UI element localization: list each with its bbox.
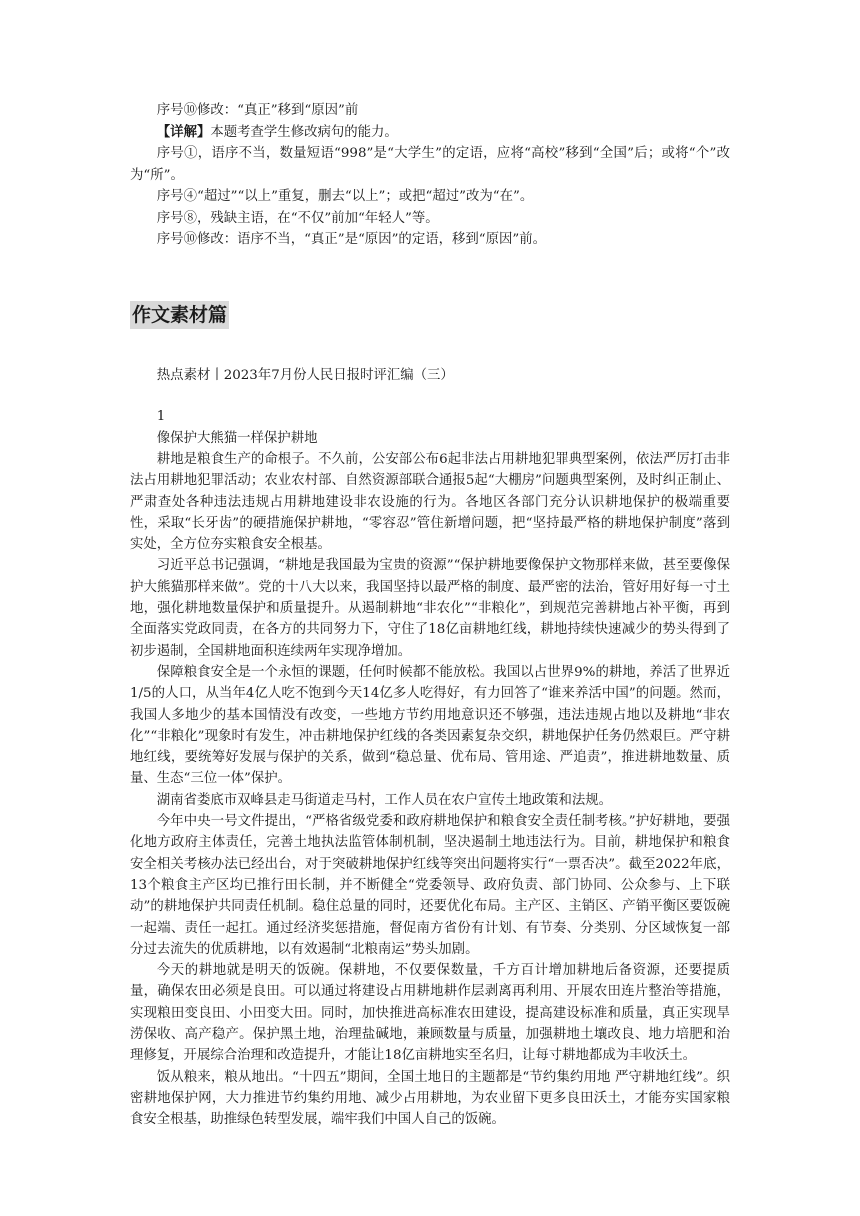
detail-text: 本题考查学生修改病句的能力。 [210,124,398,140]
article-title: 像保护大熊猫一样保护耕地 [156,430,318,446]
photo-caption: 湖南省娄底市双峰县走马街道走马村，工作人员在农户宣传土地政策和法规。 [156,792,613,808]
answer-item-8: 序号⑧，残缺主语，在“不仅”前加“年轻人”等。 [156,210,439,226]
article-paragraph: 习近平总书记强调，“耕地是我国最为宝贵的资源”“保护耕地要像保护文物那样来做，甚至要像保护大熊猫那样来做”。党的十八大以来，我国坚持以最严格的制度、最严密的法治，管好用好每一寸土地，强化耕地数量保护和质量提升。从遏制耕地“非农化”“非粮化”，到规范完善耕地占补平衡，再到全面落实党政同责，在各方的共同努力下，守住了18亿亩耕地红线，耕地持续快速减少的势头得到了初步遏制，全国耕地面积连续两年实现净增加。 [130,558,730,659]
article-paragraph: 耕地是粮食生产的命根子。不久前，公安部公布6起非法占用耕地犯罪典型案例，依法严厉打击非法占用耕地犯罪活动；农业农村部、自然资源部联合通报5起“大棚房”问题典型案例，及时纠正制止、严肃查处各种违法违规占用耕地建设非农设施的行为。各地区各部门充分认识耕地保护的极端重要性，采取“长牙齿”的硬措施保护耕地，“零容忍”管住新增问题，把“坚持最严格的耕地保护制度”落到实处，全方位夯实粮食安全根基。 [130,452,730,553]
article-number: 1 [156,409,166,424]
answer-item-1: 序号①，语序不当，数量短语“998”是“大学生”的定语，应将“高校”移到“全国”后；或将“个”改为“所”。 [130,146,730,183]
hot-material-title: 热点素材丨2023年7月份人民日报时评汇编（三） [156,367,454,383]
article-paragraph: 今年中央一号文件提出，“严格省级党委和政府耕地保护和粮食安全责任制考核。”护好耕地，要强化地方政府主体责任，完善土地执法监管体制机制，坚决遏制土地违法行为。目前，耕地保护和粮食安全相关考核办法已经出台，对于突破耕地保护红线等突出问题将实行“一票否决”。截至2022年底，13个粮食主产区均已推行田长制，并不断健全“党委领导、政府负责、部门协同、公众参与、上下联动”的耕地保护共同责任机制。稳住总量的同时，还要优化布局。主产区、主销区、产销平衡区要饭碗一起端、责任一起扛。通过经济奖惩措施，督促南方省份有计划、有节奏、分类别、分区域恢复一部分过去流失的优质耕地，以有效遏制“北粮南运”势头加剧。 [130,814,730,957]
answer-item-4: 序号④“超过”“以上”重复，删去“以上”；或把“超过”改为“在”。 [156,189,534,204]
section-heading: 作文素材篇 [130,301,229,329]
answer-section [130,100,730,251]
article-paragraph: 保障粮食安全是一个永恒的课题，任何时候都不能放松。我国以占世界9%的耕地，养活了世界近1/5的人口，从当年4亿人吃不饱到今天14亿多人吃得好，有力回答了“谁来养活中国”的问题。然而，我国人多地少的基本国情没有改变，一些地方节约用地意识还不够强，违法违规占地以及耕地“非农化”“非粮化”现象时有发生，冲击耕地保护红线的各类因素复杂交织，耕地保护任务仍然艰巨。严守耕地红线，要统筹好发展与保护的关系，做到“稳总量、优布局、管用途、严追责”，推进耕地数量、质量、生态“三位一体”保护。 [130,664,730,787]
answer-line: 序号⑩修改：“真正”移到“原因”前 [156,103,359,118]
article-paragraph: 今天的耕地就是明天的饭碗。保耕地，不仅要保数量，千方百计增加耕地后备资源，还要提质量，确保农田必须是良田。可以通过将建设占用耕地耕作层剥离再利用、开展农田连片整治等措施，实现粮田变良田、小田变大田。同时，加快推进高标准农田建设，提高建设标准和质量，真正实现旱涝保收、高产稳产。保护黑土地，治理盐碱地，兼顾数量与质量，加强耕地土壤改良、地力培肥和治理修复，开展综合治理和改造提升，才能让18亿亩耕地实至名归，让每寸耕地都成为丰收沃土。 [130,963,730,1064]
document-page [130,100,730,1131]
answer-item-10: 序号⑩修改：语序不当，“真正”是“原因”的定语，移到“原因”前。 [156,232,547,247]
detail-line [130,122,730,144]
section-heading-wrap [130,301,730,333]
article-paragraph: 饭从粮来，粮从地出。“十四五”期间，全国土地日的主题都是“节约集约用地 严守耕地红线”。织密耕地保护网，大力推进节约集约用地、减少占用耕地，为农业留下更多良田沃土，才能夯实国家粮食安全根基，助推绿色转型发展，端牢我们中国人自己的饭碗。 [130,1069,730,1128]
article-body [130,449,730,1131]
detail-tag: 【详解】 [156,123,211,140]
